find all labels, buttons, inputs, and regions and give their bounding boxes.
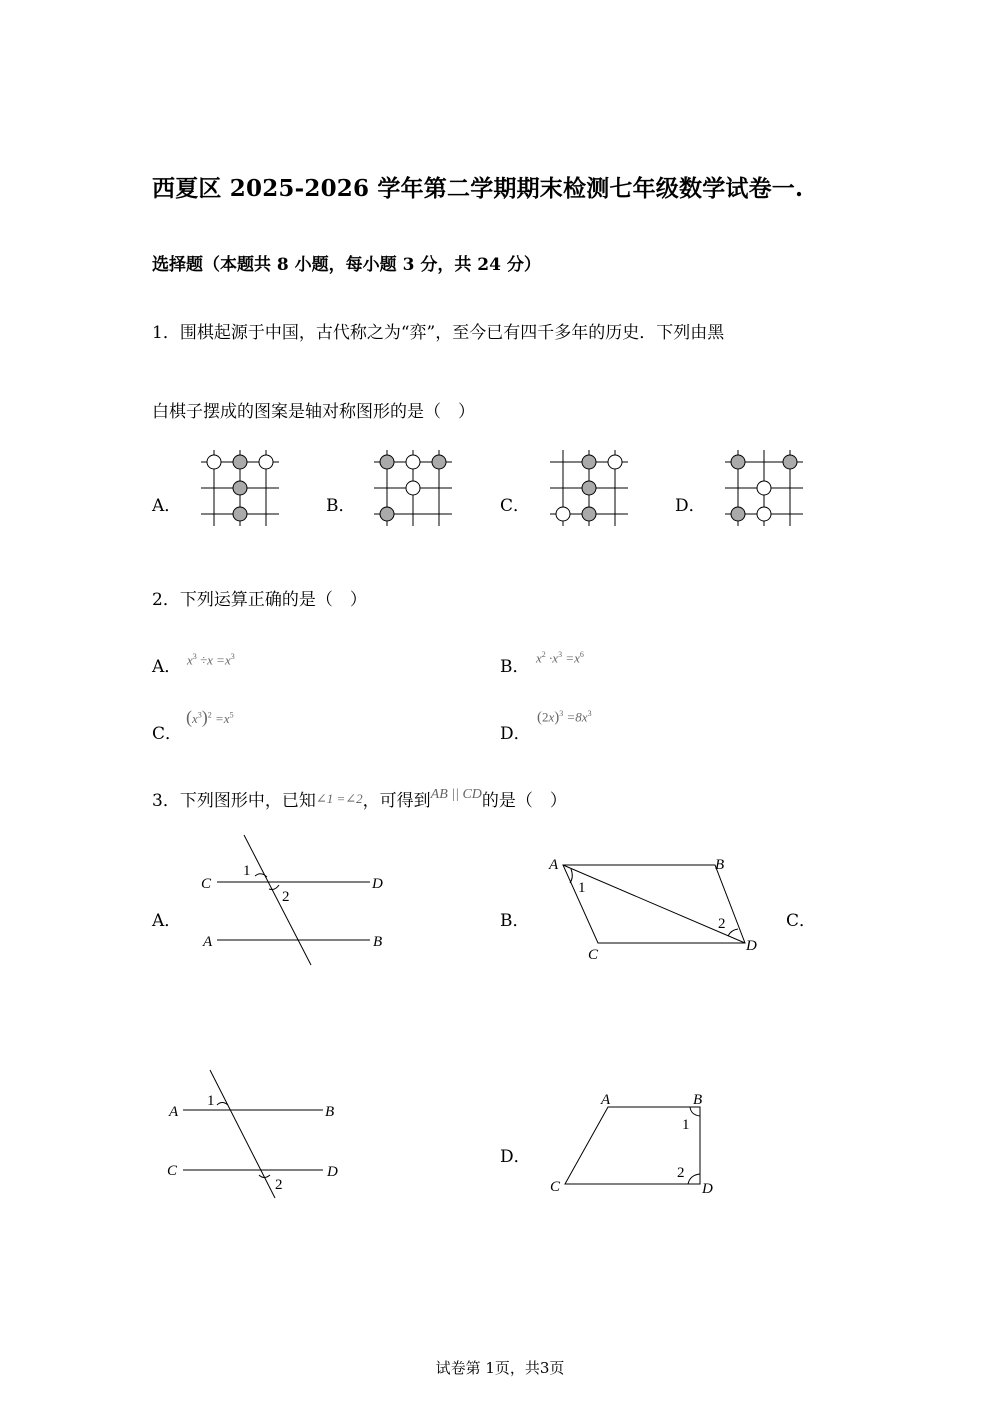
svg-text:A: A [549,857,559,873]
q3-option-d-label: D． [500,1147,531,1167]
svg-text:D: D [702,1181,713,1197]
svg-text:D: D [746,938,757,954]
q2-option-a-label: A． [152,657,182,677]
q3-option-c-label: C． [786,911,817,931]
svg-text:1: 1 [207,1093,215,1109]
svg-text:B: B [373,934,383,950]
black-stone [731,455,745,469]
q3-stem: 3．下列图形中，已知∠1 =∠2，可得到$^{AB || CD}$的是（ ） [152,787,567,811]
svg-text:2: 2 [282,889,290,905]
black-stone [233,507,247,521]
black-stone [380,455,394,469]
black-stone [731,507,745,521]
svg-text:A: A [169,1104,179,1120]
svg-text:C: C [167,1163,178,1179]
q3-option-a-label: A． [152,911,182,931]
q1-option-d-label: D． [675,496,706,516]
white-stone [556,507,570,521]
q2-option-d-expr: $(2x)^3 =8x^3$ [537,709,592,726]
black-stone [582,455,596,469]
svg-text:A: A [601,1092,611,1108]
q1-option-c-label: C． [500,496,531,516]
black-stone [432,455,446,469]
q3-target: AB || CD [430,787,482,802]
q1-option-b-label: B． [326,496,356,516]
go-board-b [371,448,455,528]
q3-figure-c [165,1065,365,1205]
svg-text:C: C [550,1179,561,1195]
black-stone [233,455,247,469]
svg-text:D: D [372,876,383,892]
go-board-a [198,448,282,528]
section-heading: 选择题（本题共 8 小题，每小题 3 分，共 24 分） [152,255,541,275]
white-stone [207,455,221,469]
q3-option-b-label: B． [500,911,530,931]
q1-stem-line1: 1．围棋起源于中国，古代称之为“弈”，至今已有四千多年的历史．下列由黑 [152,323,725,343]
white-stone [757,481,771,495]
q2-option-a-expr: $x^3 \div x =x^3$ [187,652,235,668]
go-board-d [722,448,806,528]
q2-stem: 2．下列运算正确的是（ ） [152,590,367,610]
black-stone [783,455,797,469]
q2-option-b-label: B． [500,657,530,677]
svg-text:1: 1 [682,1117,690,1133]
q2-option-d-label: D． [500,724,531,744]
page-title: 西夏区 2025-2026 学年第二学期期末检测七年级数学试卷一. [152,175,804,202]
q1-stem-line2: 白棋子摆成的图案是轴对称图形的是（ ） [152,402,475,422]
svg-text:1: 1 [243,863,251,879]
svg-text:2: 2 [718,916,726,932]
q2-option-c-expr: $(x^3)^2 =x^5$ [186,707,234,727]
svg-text:C: C [588,947,599,963]
svg-text:C: C [201,876,212,892]
svg-text:2: 2 [677,1165,685,1181]
go-board-c [547,448,631,528]
q3-condition: ∠1 =∠2 [315,791,363,806]
white-stone [406,455,420,469]
black-stone [380,507,394,521]
white-stone [757,507,771,521]
black-stone [582,507,596,521]
svg-text:D: D [327,1164,338,1180]
q3-figure-a [195,830,395,970]
svg-text:B: B [715,857,725,873]
black-stone [582,481,596,495]
svg-text:1: 1 [578,880,586,896]
q2-option-b-expr: $x^2 \cdot x^3 =x^6$ [536,650,584,666]
svg-text:2: 2 [275,1177,283,1193]
q2-option-c-label: C． [152,724,183,744]
svg-text:A: A [203,934,213,950]
q3-figure-b [545,850,770,965]
page-footer: 试卷第 1页，共3页 [435,1359,565,1377]
white-stone [608,455,622,469]
white-stone [259,455,273,469]
black-stone [233,481,247,495]
q1-option-a-label: A． [152,496,182,516]
svg-text:B: B [325,1104,335,1120]
white-stone [406,481,420,495]
svg-text:B: B [693,1092,703,1108]
q3-figure-d [545,1085,725,1200]
